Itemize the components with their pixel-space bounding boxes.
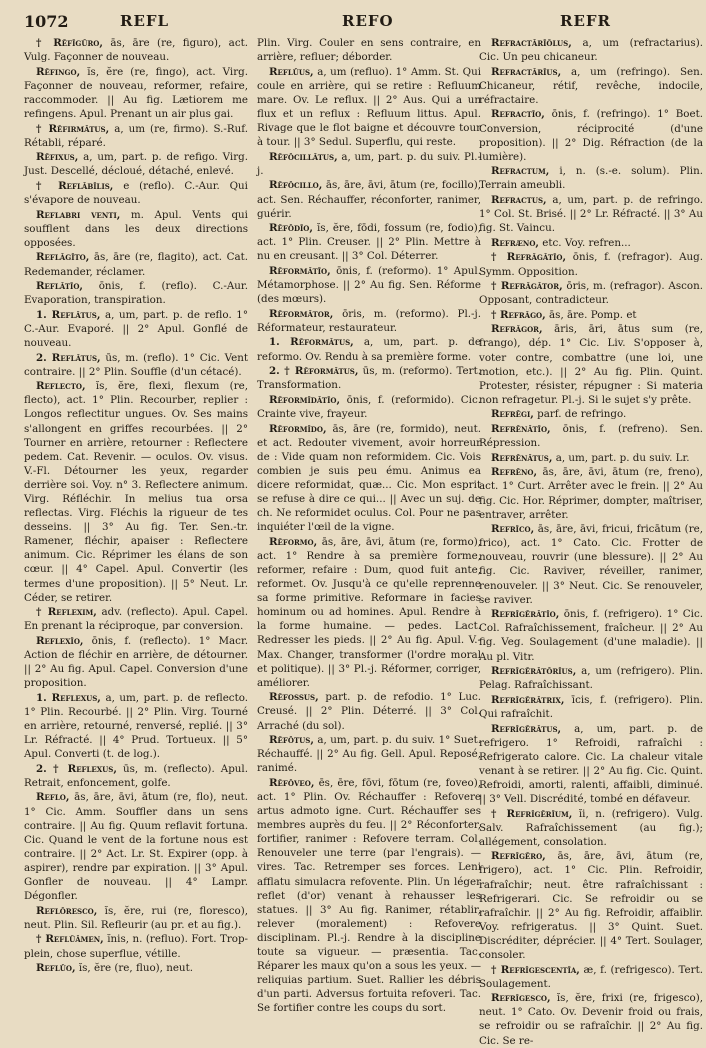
headword: Refrīgesco, bbox=[491, 992, 551, 1005]
dictionary-entry bbox=[479, 991, 703, 1047]
dictionary-entry bbox=[479, 36, 703, 64]
definition-text: īcis, f. (refrigero). Plin. Qui rafraîchit. bbox=[479, 693, 703, 720]
headword: Rĕfixus, bbox=[36, 151, 79, 164]
definition-text: ĭnis, n. (refluo). Fort. Trop-plein, chose superflue, vétille. bbox=[24, 933, 249, 960]
definition-text: ĭs, ĕre, rui (re, floresco), neut. Plin. Sil. Refleurir (au pr. et au fig.). bbox=[24, 904, 248, 931]
dictionary-entry bbox=[257, 535, 481, 690]
definition-text: m. Apul. Vents qui soufflent dans les deux directions opposées. bbox=[24, 208, 248, 249]
dictionary-entry bbox=[479, 664, 703, 692]
column-2 bbox=[257, 36, 481, 1030]
dictionary-entry bbox=[257, 690, 481, 732]
dictionary-entry bbox=[479, 65, 703, 107]
headword: Refrīgĕro, bbox=[491, 850, 546, 863]
running-head-right: REFR bbox=[560, 12, 612, 30]
definition-text: a, um (refrigero). Plin. Pelag. Rafraîchissant. bbox=[479, 665, 704, 692]
page-number: 1072 bbox=[24, 12, 69, 31]
headword: Reflŭus, bbox=[269, 65, 314, 78]
headword: Refrĭco, bbox=[491, 523, 535, 536]
dictionary-entry bbox=[257, 36, 481, 64]
dictionary-entry bbox=[24, 691, 248, 761]
headword: † Rĕfĭgūro, bbox=[36, 37, 103, 49]
definition-text: ĭs, ĕre, fōdi, fossum (re, fodio), act. 1° Plin. Creuser. || 2° Plin. Mettre à nu en creusant. || 3° Col. Déterrer. bbox=[257, 222, 481, 263]
dictionary-entry bbox=[479, 308, 703, 322]
headword: † Reflŭāmen, bbox=[36, 933, 104, 946]
definition-text: ĭs, ĕre, flexi, flexum (re, flecto), act. 1° Plin. Recourber, replier : Longos reflectitur ungues. Ov. Ses mains s'allongent en griffes recourbées. || 2° Tourner en arrière, retourner : Reflectere pedem. Cat. Revenir. — oculos. Ov. visus. V.-Fl. Détourner les yeux, regarder derrière soi. Voy. n° 3. Reflectere animum. Virg. Réfléchir. In melius tua orsa reflectas. Virg. Fléchis la rigueur de tes desseins. || 3° Au fig. Ter. Sen.-tr. Ramener, fléchir, apaiser : Reflectere animum. Cic. Réprimer les élans de son cœur. || 4° Capel. Apul. Convertir (les termes d'une proposition). || 5° Neut. Lr. Céder, se retirer. bbox=[24, 380, 248, 604]
definition-text: a, um, part. p. du suiv. Pl.-j. bbox=[257, 150, 482, 177]
dictionary-entry bbox=[24, 790, 248, 903]
definition-text: adv. (reflecto). Apul. Capel. En prenant la réciproque, par conversion. bbox=[24, 606, 248, 633]
headword: Rĕformātor, bbox=[269, 307, 334, 320]
definition-text: ūs, m. (reflo). 1° Cic. Vent contraire. || 2° Plin. Souffle (d'un cétacé). bbox=[24, 351, 249, 378]
definition-text: a, um (refluo). 1° Amm. St. Qui coule en arrière, qui se retire : Refluum mare. Ov. Le reflux. || 2° Aus. Qui a un flux et un reflux : Refluum littus. Apul. Rivage que le flot baigne et découvre tour à tour. || 3° Sedul. Superflu, qui reste. bbox=[257, 65, 481, 149]
dictionary-entry bbox=[24, 904, 248, 932]
definition-text: ās, āre, āvi, ātum (re, formo), act. 1° Rendre à sa première forme, reformer, refaire : Dum, quod fuit ante, reformet. Ov. Jusqu'à ce qu'elle reprenne sa forme primitive. Reformare in facies hominum ou ad homines. Apul. Rendre à la forme humaine. — pedes. Lact. Redresser les pieds. || 2° Au fig. Apul. V.-Max. Changer, transformer (l'ordre moral et politique). || 3° Pl.-j. Réformer, corriger, améliorer. bbox=[257, 535, 481, 689]
dictionary-entry bbox=[257, 776, 481, 1016]
dictionary-entry bbox=[479, 465, 703, 521]
definition-text: Plin. Virg. Couler en sens contraire, en arrière, refluer; déborder. bbox=[257, 37, 481, 64]
headword: Rĕfingo, bbox=[36, 65, 81, 78]
headword: Rĕformīdo, bbox=[269, 422, 327, 435]
dictionary-entry bbox=[257, 307, 481, 335]
dictionary-entry bbox=[24, 961, 248, 975]
dictionary-entry bbox=[24, 634, 248, 690]
dictionary-entry bbox=[479, 422, 703, 450]
headword: Refrēgi, bbox=[491, 408, 534, 421]
definition-text: ūs, m. (reformo). Tert. Transformation. bbox=[257, 365, 481, 392]
headword: Reflo, bbox=[36, 791, 70, 804]
definition-text: a, um (re, firmo). S.-Ruf. Rétabli, réparé. bbox=[24, 122, 248, 149]
dictionary-entry bbox=[479, 236, 703, 250]
definition-text: ās, āre, āvi, ātum (re, focillo), act. Sen. Réchauffer, réconforter, ranimer, guérir. bbox=[257, 179, 481, 220]
headword: Rĕformo, bbox=[269, 535, 318, 548]
dictionary-entry bbox=[24, 932, 248, 960]
definition-text: ās, āre (re, figuro), act. Vulg. Façonner de nouveau. bbox=[24, 37, 248, 64]
headword: † Refrīgescentĭa, bbox=[491, 963, 580, 976]
headword: Refractārĭŏlus, bbox=[491, 37, 572, 49]
dictionary-entry bbox=[24, 605, 248, 633]
dictionary-entry bbox=[479, 722, 703, 807]
definition-text: a, um, part. p. de reflo. 1° C.-Aur. Evaporé. || 2° Apul. Gonflé de nouveau. bbox=[24, 308, 248, 349]
dictionary-entry bbox=[24, 179, 248, 207]
definition-text: a, um, part. p. de refringo. 1° Col. St. Brisé. || 2° Lr. Réfracté. || 3° Au fig. St. Vaincu. bbox=[479, 194, 703, 235]
dictionary-entry bbox=[479, 522, 703, 607]
definition-text: ēs, ēre, fōvi, fōtum (re, foveo), act. 1° Plin. Ov. Réchauffer : Refovere artus admoto igne. Curt. Réchauffer ses membres auprès du feu. || 2° Réconforter, fortifier, ranimer : Refovere terram. Col. Renouveler une terre (par l'engrais). — vires. Tac. Retremper ses forces. Leni afflatu simulacra refovente. Plin. Un léger reflet (d'or) venant à rehausser les statues. || 3° Au fig. Ranimer, rétablir, relever (moralement) : Refovere disciplinam. Pl.-j. Rendre à la discipline toute sa vigueur. — præsentia. Tac. Réparer les maux qu'on a sous les yeux. — reliquias partium. Suet. Rallier les débris d'un parti. Adversus fortuita refoveri. Tac. Se fortifier contre les coups du sort. bbox=[257, 776, 481, 1015]
headword: † Refrăgātĭo, bbox=[491, 251, 567, 264]
headword: Refractum, bbox=[491, 165, 550, 178]
headword: Refræno, bbox=[491, 236, 539, 249]
dictionary-entry bbox=[479, 107, 703, 163]
headword: Refrăgor, bbox=[491, 323, 543, 336]
dictionary-entry bbox=[257, 364, 481, 392]
definition-text: æ, f. (refrigesco). Tert. Soulagement. bbox=[479, 963, 703, 990]
headword: Reflecto, bbox=[36, 380, 86, 393]
definition-text: ōnis, f. (reflo). C.-Aur. Evaporation, transpiration. bbox=[24, 280, 248, 307]
dictionary-entry bbox=[479, 607, 703, 663]
headword: 1. Reflexus, bbox=[36, 691, 101, 704]
dictionary-entry bbox=[479, 250, 703, 278]
dictionary-entry bbox=[24, 762, 248, 790]
definition-text: a, um (refringo). Sen. Chicaneur, rétif, revêche, indocile, réfractaire. bbox=[479, 65, 703, 106]
headword: Refrēnātĭo, bbox=[491, 423, 551, 436]
definition-text: a, um, part. p. de reflecto. 1° Plin. Recourbé. || 2° Plin. Virg. Tourné en arrière, retourné, renversé, replié. || 3° Lr. Réfracté. || 4° Prud. Tortueux. || 5° Apul. Converti (t. de log.). bbox=[24, 691, 249, 761]
headword: Reflōresco, bbox=[36, 904, 98, 917]
definition-text: ōnis, f. (refringo). 1° Boet. Conversion, réciprocité (d'une proposition). || 2° Dig. Réfraction (de la lumière). bbox=[479, 108, 704, 163]
definition-text: ōris, m. (reformo). Pl.-j. Réformateur, restaurateur. bbox=[257, 307, 481, 334]
definition-text: e (reflo). C.-Aur. Qui s'évapore de nouveau. bbox=[24, 179, 248, 207]
column-1 bbox=[24, 36, 248, 1030]
headword: 1. Rĕformātus, bbox=[269, 336, 354, 349]
dictionary-entry bbox=[479, 807, 703, 849]
definition-text: ōnis, f. (refreno). Sen. Répression. bbox=[479, 423, 703, 450]
dictionary-entry bbox=[257, 264, 481, 306]
dictionary-entry bbox=[24, 150, 248, 178]
headword: Rĕfŏdĭo, bbox=[269, 222, 313, 235]
headword: Refrīgĕrātĭo, bbox=[491, 608, 560, 621]
dictionary-entry bbox=[479, 451, 703, 465]
headword: Reflexĭo, bbox=[36, 634, 84, 647]
dictionary-entry bbox=[479, 407, 703, 421]
headword: † Refrīgĕrĭum, bbox=[491, 807, 573, 820]
dictionary-entry bbox=[479, 193, 703, 235]
headword: Refractĭo, bbox=[491, 108, 545, 121]
definition-text: ās, āre, āvi, fricui, fricātum (re, frico), act. 1° Cato. Cic. Frotter de nouveau, rouvrir (une blessure). || 2° Au fig. Cic. Raviver, réveiller, ranimer, renouveler. || 3° Neut. Cic. Se renouveler, se raviver. bbox=[479, 523, 703, 606]
definition-text: ās, āre, āvi, ātum (re, freno), act. 1° Curt. Arrêter avec le frein. || 2° Au fig. Cic. Hor. Réprimer, dompter, maîtriser, entraver, arrêter. bbox=[479, 466, 703, 521]
dictionary-entry bbox=[24, 379, 248, 605]
headword: † Reflexim, bbox=[36, 606, 97, 619]
definition-text: ĭs, ĕre (re, fingo), act. Virg. Façonner de nouveau, reformer, refaire, raccommoder. || Au fig. Lætiorem me refingens. Apul. Prenant un air plus gai. bbox=[24, 65, 248, 120]
dictionary-entry bbox=[479, 279, 703, 307]
definition-text: āris, āri, ātus sum (re, frango), dép. 1° Cic. Liv. S'opposer à, voter contre, combattre (une loi, une motion, etc.). || 2° Au fig. Plin. Quint. Protester, résister, répugner : Si materia non refragetur. Pl.-j. Si le sujet s'y prête. bbox=[479, 323, 704, 406]
headword: Reflāgĭto, bbox=[36, 251, 90, 264]
dictionary-entry bbox=[257, 422, 481, 535]
definition-text: ās, āre, āvi, ātum (re, flo), neut. 1° Cic. Amm. Souffler dans un sens contraire. || Au fig. Quum reflavit fortuna. Cic. Quand le vent de la fortune nous est contraire. || 2° Act. Lr. St. Expirer (opp. à aspirer), rendre par expiration. || 3° Apul. Gonfler de nouveau. || 4° Lampr. Dégonfler. bbox=[24, 791, 248, 903]
dictionary-entry bbox=[257, 393, 481, 421]
running-head-left: REFL bbox=[120, 12, 170, 30]
dictionary-entry bbox=[257, 335, 481, 363]
dictionary-entry bbox=[257, 65, 481, 150]
headword: 2. † Rĕformātus, bbox=[269, 365, 359, 378]
column-3 bbox=[479, 36, 704, 1047]
headword: Refrīgĕrātōrĭus, bbox=[491, 665, 577, 678]
definition-text: ōnis, f. (reflecto). 1° Macr. Action de fléchir en arrière, de détourner. || 2° Au fig. Apul. Capel. Conversion d'une proposition. bbox=[24, 634, 249, 690]
definition-text: ōnis, f. (reformido). Cic. Crainte vive, frayeur. bbox=[257, 393, 481, 420]
dictionary-entry bbox=[24, 122, 248, 150]
definition-text: ĭs, ĕre (re, fluo), neut. bbox=[78, 962, 193, 975]
headword: Refrēnātus, bbox=[491, 451, 553, 464]
dictionary-entry bbox=[24, 65, 248, 121]
headword: 2. Reflātus, bbox=[36, 351, 101, 364]
headword: † Refrăgātor, bbox=[491, 280, 563, 293]
headword: 2. † Reflexus, bbox=[36, 762, 117, 775]
headword: Rĕfōcillātus, bbox=[269, 150, 338, 163]
definition-text: ĭi, n. (refrigero). Vulg. Salv. Rafraîchissement (au fig.); allégement, consolation. bbox=[479, 807, 703, 848]
definition-text: ōnis, f. (refrigero). 1° Cic. Col. Rafraîchissement, fraîcheur. || 2° Au fig. Veg. Soulagement (d'une maladie). || Au pl. Vitr. bbox=[479, 608, 703, 663]
headword: † Reflābĭlis, bbox=[36, 179, 114, 192]
headword: Rĕfōtus, bbox=[269, 734, 314, 747]
headword: Refrīgĕrātus, bbox=[491, 722, 562, 735]
definition-text: a, um (refractarius). Cic. Un peu chicaneur. bbox=[479, 37, 703, 64]
dictionary-entry bbox=[479, 849, 703, 962]
dictionary-entry bbox=[24, 279, 248, 307]
headword: Rĕfŏveo, bbox=[269, 776, 315, 789]
headword: † Refrāgo, bbox=[491, 308, 546, 321]
dictionary-entry bbox=[479, 322, 703, 407]
headword: Refrīgĕrātrix, bbox=[491, 693, 565, 706]
headword: Rĕformātĭo, bbox=[269, 265, 331, 277]
headword: Reflŭo, bbox=[36, 962, 76, 975]
headword: Reflabri venti, bbox=[36, 208, 121, 221]
headword: 1. Reflātus, bbox=[36, 308, 101, 321]
definition-text: ōnis, f. (reformo). 1° Apul. Métamorphose. || 2° Au fig. Sen. Réforme (des mœurs). bbox=[257, 265, 481, 306]
headword: Rĕfōcillo, bbox=[269, 179, 323, 192]
definition-text: ās, āre (re, formido), neut. et act. Redouter vivement, avoir horreur de : Vide quam non reformidem. Cic. Vois combien je suis peu ému. Animus ea dicere reformidat, quæ... Cic. Mon esprit se refuse à dire ce qui... || Avec un suj. de ch. Ne reformidet oculus. Col. Pour ne pas inquiéter l'œil de la vigne. bbox=[257, 422, 481, 534]
headword: Refrēno, bbox=[491, 466, 538, 479]
dictionary-entry bbox=[24, 250, 248, 278]
definition-text: i, n. (s.-e. solum). Plin. Terrain ameubli. bbox=[479, 165, 703, 192]
definition-text: ās, āre (re, flagito), act. Cat. Redemander, réclamer. bbox=[24, 251, 248, 278]
dictionary-entry bbox=[24, 208, 248, 250]
running-head-center: REFO bbox=[342, 12, 394, 30]
dictionary-entry bbox=[24, 36, 248, 64]
dictionary-entry bbox=[24, 351, 248, 379]
dictionary-entry bbox=[479, 164, 703, 192]
headword: Rĕfossus, bbox=[269, 691, 319, 704]
dictionary-entry bbox=[479, 963, 703, 991]
definition-text: parf. de refringo. bbox=[537, 408, 627, 421]
dictionary-entry bbox=[257, 178, 481, 220]
definition-text: ĭs, ĕre, frixi (re, frigesco), neut. 1° Cato. Ov. Devenir froid ou frais, se refroidir ou se rafraîchir. || 2° Au fig. Cic. Se re- bbox=[479, 992, 704, 1047]
definition-text: ōnis, f. (refragor). Aug. Symm. Opposition. bbox=[479, 251, 703, 278]
definition-text: a, um, part. p. du suiv. 1° Suet. Réchauffé. || 2° Au fig. Gell. Apul. Reposé, ranimé. bbox=[257, 734, 481, 775]
definition-text: ūs, m. (reflecto). Apul. Retrait, enfoncement, golfe. bbox=[24, 762, 248, 789]
definition-text: ās, āre. Pomp. et bbox=[549, 308, 637, 321]
definition-text: part. p. de refodio. 1° Luc. Creusé. || 2° Plin. Déterré. || 3° Col. Arraché (du sol). bbox=[257, 691, 481, 732]
definition-text: ās, āre, āvi, ātum (re, frigero), act. 1° Cic. Plin. Refroidir, rafraîchir; neut. être rafraîchissant : Refrigerari. Cic. Se refroidir ou se rafraîchir. || 2° Au fig. Refroidir, affaiblir. Voy. refrigeratus. || 3° Quint. Suet. Discréditer, déprécier. || 4° Tert. Soulager, consoler. bbox=[479, 850, 703, 961]
definition-text: etc. Voy. refren... bbox=[542, 236, 631, 249]
definition-text: a, um, part. p. de refrigero. 1° Refroidi, rafraîchi : Refrigerato calore. Cic. La chaleur vitale venant à se retirer. || 2° Au fig. Cic. Quint. Refroidi, amorti, ralenti, affaibli, diminué. || 3° Vell. Discrédité, tombé en défaveur. bbox=[479, 722, 703, 805]
definition-text: ōris, m. (refragor). Ascon. Opposant, contradicteur. bbox=[479, 280, 703, 307]
dictionary-entry bbox=[257, 150, 481, 178]
headword: † Rĕfirmātus, bbox=[36, 122, 110, 135]
dictionary-entry bbox=[257, 733, 481, 775]
definition-text: a, um, part. p. de reformo. Ov. Rendu à sa première forme. bbox=[257, 336, 481, 363]
headword: Refractārĭus, bbox=[491, 65, 562, 78]
dictionary-entry bbox=[257, 221, 481, 263]
headword: Reflātĭo, bbox=[36, 280, 83, 293]
headword: Rĕformīdātĭo, bbox=[269, 393, 341, 406]
definition-text: a, um, part. p. de refigo. Virg. Just. Descellé, décloué, détaché, enlevé. bbox=[24, 151, 248, 178]
page-header bbox=[0, 6, 706, 36]
headword: Refractus, bbox=[491, 194, 547, 207]
definition-text: a, um, part. p. du suiv. Lr. bbox=[555, 451, 690, 464]
dictionary-entry bbox=[24, 308, 248, 350]
dictionary-entry bbox=[479, 693, 703, 721]
